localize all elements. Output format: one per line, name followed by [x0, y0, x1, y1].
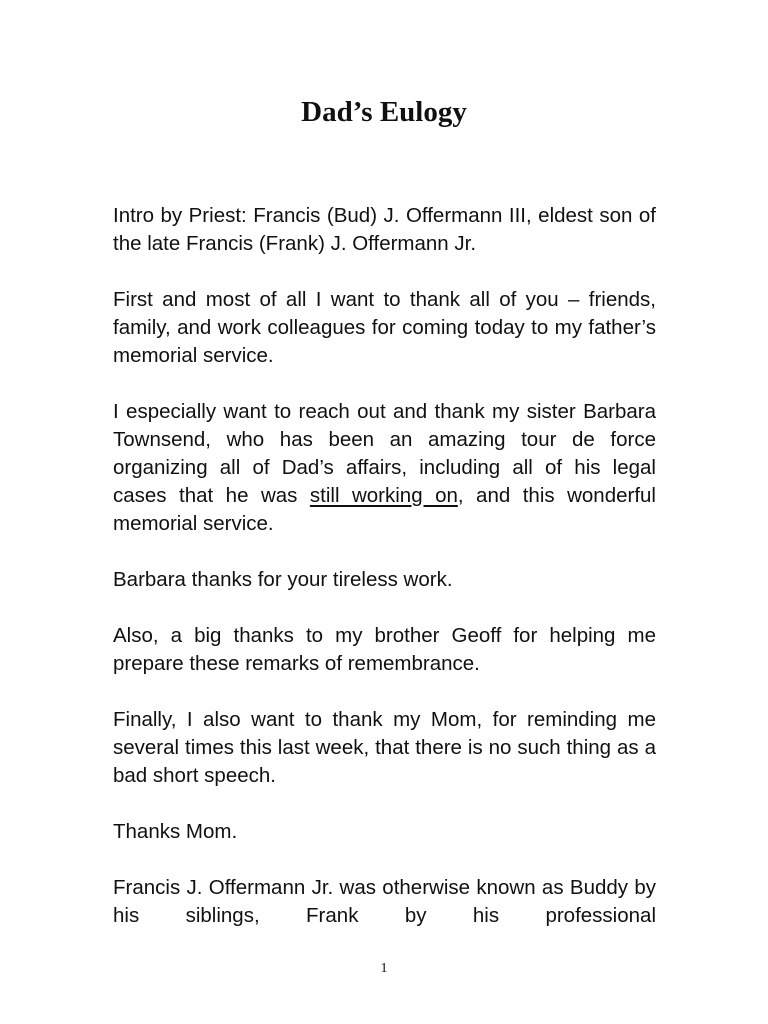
paragraph-thanks-mom-short: Thanks Mom. [113, 820, 238, 843]
paragraph-barbara: Barbara thanks for your tireless work. [113, 568, 453, 591]
paragraph-thanks-all: First and most of all I want to thank all of you – friends, family, and work colleagues for coming today to my father’s memorial service. [113, 288, 656, 367]
paragraph-intro: Intro by Priest: Francis (Bud) J. Offermann III, eldest son of the late Francis (Frank) J. Offermann Jr. [113, 204, 656, 255]
paragraph-text: , and this wonderful memorial service. [113, 484, 656, 535]
paragraph-thanks-sister [113, 398, 656, 538]
paragraph-text: I especially want to reach out and thank my sister Barbara Townsend, who has been an amazing tour de force organizing all of Dad’s affairs, including all of his legal cases that he was [113, 400, 656, 507]
page-number: 1 [380, 961, 388, 976]
paragraph-known-as: Francis J. Offermann Jr. was otherwise known as Buddy by his siblings, Frank by his professional [113, 876, 656, 927]
paragraph-thanks-mom: Finally, I also want to thank my Mom, for reminding me several times this last week, that there is no such thing as a bad short speech. [113, 708, 656, 787]
document-title: Dad’s Eulogy [301, 96, 467, 128]
paragraph-thanks-brother: Also, a big thanks to my brother Geoff for helping me prepare these remarks of remembrance. [113, 624, 656, 675]
underlined-phrase: still working on [309, 484, 458, 507]
